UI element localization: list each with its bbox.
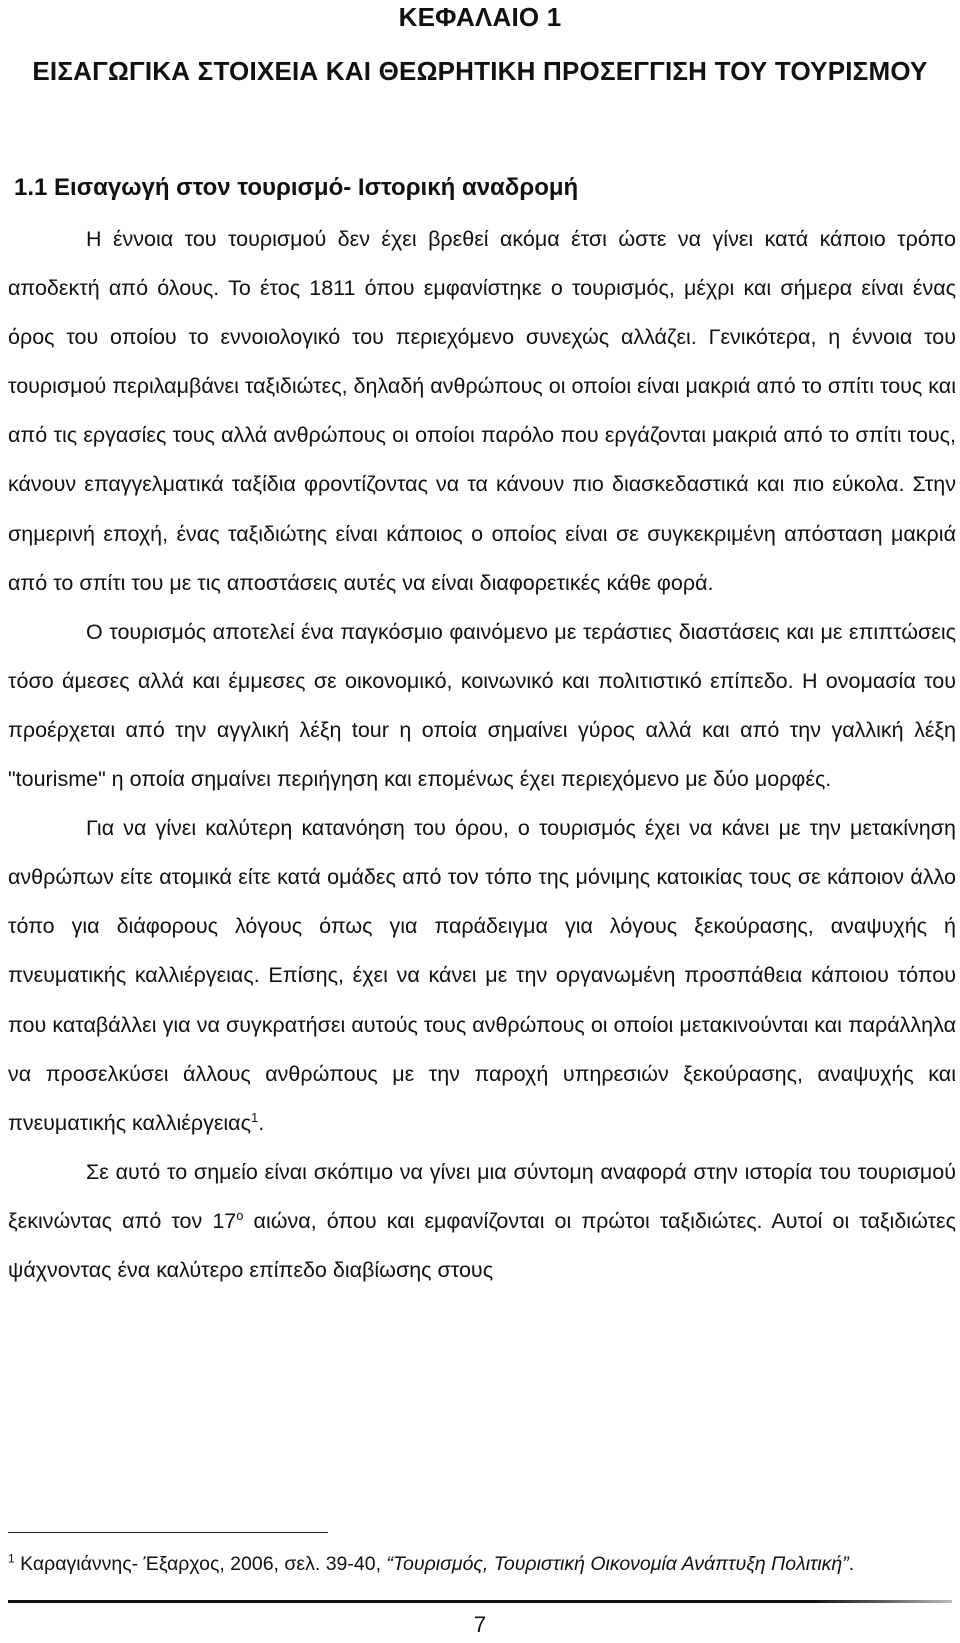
footnote-number: 1 [8,1551,15,1566]
paragraph-2: Ο τουρισμός αποτελεί ένα παγκόσμιο φαινόμενο με τεράστιες διαστάσεις και με επιπτώσεις τόσο άμεσες αλλά και έμμεσες σε οικονομικό, κοινωνικό και πολιτιστικό επίπεδο. Η ονομασία του προέρχεται από την αγγλική λέξη tour η οποία σημαίνει γύρος αλλά και από την γαλλική λέξη "tourisme" η οποία σημαίνει περιήγηση και επομένως έχει περιεχόμενο με δύο μορφές. [8,619,956,792]
footnote [8,1553,956,1576]
page-number: 7 [473,1612,487,1637]
footnote-title: “Τουρισμός, Τουριστική Οικονομία Ανάπτυξη Πολιτική” [386,1553,849,1575]
paragraph-3-text: Για να γίνει καλύτερη κατανόηση του όρου, ο τουρισμός έχει να κάνει με την μετακίνηση ανθρώπων είτε ατομικά είτε κατά ομάδες από τον τόπο της μόνιμης κατοικίας τους σε κάποιον άλλο τόπο για διάφορους λόγους όπως για παράδειγμα για λόγους ξεκούρασης, αναψυχής ή πνευματικής καλλιέργειας. Επίσης, έχει να κάνει με την οργανωμένη προσπάθεια κάποιου τόπου που καταβάλλει για να συγκρατήσει αυτούς τους ανθρώπους οι οποίοι μετακινούνται και παράλληλα να προσελκύσει άλλους ανθρώπους με την παροχή υπηρεσιών ξεκούρασης, αναψυχής και πνευματικής καλλιέργειας [8,816,956,1135]
chapter-label: ΚΕΦΑΛΑΙΟ 1 [398,2,562,32]
footnote-end: . [848,1553,855,1575]
paragraph-4-text-a: Σε αυτό το σημείο είναι σκόπιμο να γίνει μια σύντομη αναφορά στην ιστορία του τουρισμού ξεκινώντας από τον 17 [8,1159,956,1233]
page-footer-rule [8,1600,952,1603]
footnote-separator [8,1532,328,1533]
footnote-text: Καραγιάννης- Έξαρχος, 2006, σελ. 39-40, [14,1553,387,1575]
paragraph-3-end: . [258,1110,265,1135]
paragraph-4 [8,1148,956,1295]
body-text [8,215,956,1295]
section-title: 1.1 Εισαγωγή στον τουρισμό- Ιστορική αναδρομή [14,174,579,201]
paragraph-1: Η έννοια του τουρισμού δεν έχει βρεθεί ακόμα έτσι ώστε να γίνει κατά κάποιο τρόπο αποδεκτή από όλους. Το έτος 1811 όπου εμφανίστηκε ο τουρισμός, μέχρι και σήμερα είναι ένας όρος του οποίου το εννοιολογικό του περιεχόμενο συνεχώς αλλάζει. Γενικότερα, η έννοια του τουρισμού περιλαμβάνει ταξιδιώτες, δηλαδή ανθρώπους οι οποίοι είναι μακριά από το σπίτι τους και από τις εργασίες τους αλλά ανθρώπους οι οποίοι παρόλο που εργάζονται μακριά από το σπίτι τους, κάνουν επαγγελματικά ταξίδια φροντίζοντας να τα κάνουν πιο διασκεδαστικά και πιο εύκολα. Στην σημερινή εποχή, ένας ταξιδιώτης είναι κάποιος ο οποίος είναι σε συγκεκριμένη απόσταση μακριά από το σπίτι του με τις αποστάσεις αυτές να είναι διαφορετικές κάθε φορά. [8,227,956,595]
footnote-reference[interactable]: 1 [250,1109,259,1125]
ordinal-superscript: ο [236,1207,244,1223]
paragraph-3 [8,804,956,1148]
chapter-title: ΕΙΣΑΓΩΓΙΚΑ ΣΤΟΙΧΕΙΑ ΚΑΙ ΘΕΩΡΗΤΙΚΗ ΠΡΟΣΕΓΓΙΣΗ ΤΟΥ ΤΟΥΡΙΣΜΟΥ [32,56,928,86]
paragraph-4-text-b: αιώνα, όπου και εμφανίζονται οι πρώτοι ταξιδιώτες. Αυτοί οι ταξιδιώτες ψάχνοντας ένα καλύτερο επίπεδο διαβίωσης στους [8,1208,956,1282]
